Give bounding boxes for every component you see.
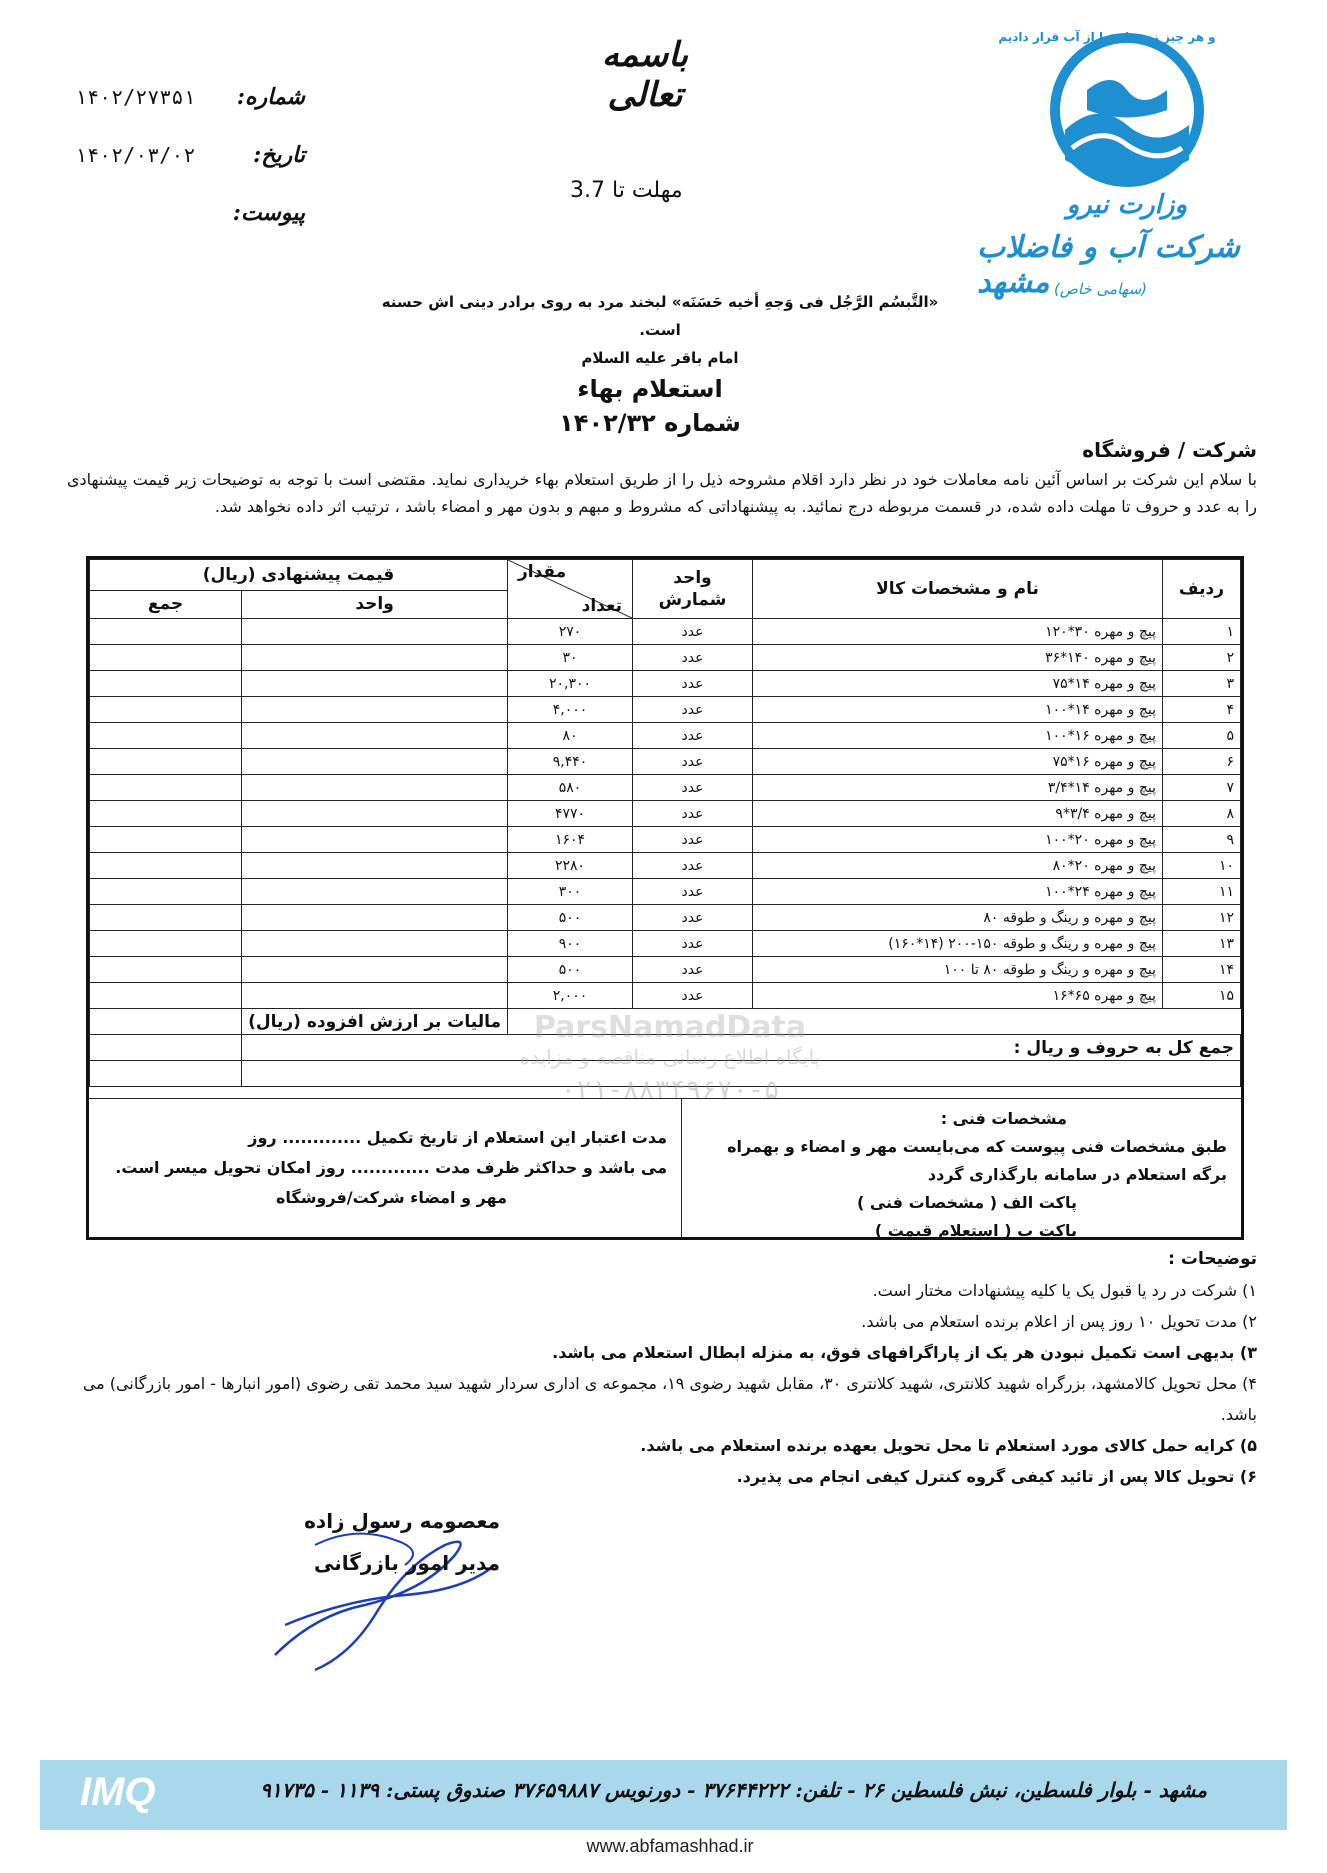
note-item: ۲) مدت تحویل ۱۰ روز پس از اعلام برنده استعلام می باشد. (861, 1312, 1257, 1331)
footer-address: مشهد - بلوار فلسطین، نبش فلسطین ۲۶ - تلفن: ۳۷۶۴۴۲۲۲ - دورنویس ۳۷۶۵۹۸۸۷ صندوق پستی: ۱۱۳۹ - ۹۱۷۳۵ (260, 1778, 1207, 1802)
item-qty: ۱۶۰۴ (508, 827, 633, 853)
price-total-cell[interactable] (90, 723, 242, 749)
price-total-cell[interactable] (90, 931, 242, 957)
bismillah: باسمه تعالی (601, 35, 689, 115)
number-value: ۱۴۰۲/۲۷۳۵۱ (75, 85, 196, 109)
deadline-note: مهلت تا 3.7 (570, 178, 683, 203)
logo-company: شرکت آب و فاضلاب مشهد (977, 230, 1240, 300)
row-number: ۷ (1163, 775, 1241, 801)
row-number: ۱۱ (1163, 879, 1241, 905)
item-unit: عدد (633, 879, 753, 905)
col-count-header: تعداد (581, 596, 622, 616)
note-item: ۳) بدیهی است تکمیل نبودن هر یک از پاراگرافهای فوق، به منزله ابطال استعلام می باشد. (552, 1343, 1257, 1362)
col-price-header: قیمت پیشنهادی (ریال) (90, 560, 508, 591)
table-row (90, 671, 1241, 697)
item-name: پیچ و مهره ۶۵*۱۶ (753, 983, 1163, 1009)
price-unit-cell[interactable] (242, 671, 508, 697)
item-qty: ۲,۰۰۰ (508, 983, 633, 1009)
item-qty: ۵۰۰ (508, 957, 633, 983)
item-name: پیچ و مهره ۱۶*۱۰۰ (753, 723, 1163, 749)
date-value: ۱۴۰۲/۰۳/۰۲ (75, 143, 196, 167)
col-price-unit-header: واحد (242, 590, 508, 618)
row-number: ۹ (1163, 827, 1241, 853)
row-number: ۸ (1163, 801, 1241, 827)
table-row (90, 957, 1241, 983)
price-unit-cell[interactable] (242, 957, 508, 983)
row-number: ۶ (1163, 749, 1241, 775)
price-unit-cell[interactable] (242, 749, 508, 775)
table-row (90, 827, 1241, 853)
item-name: پیچ و مهره ۲۰*۸۰ (753, 853, 1163, 879)
items-table (89, 559, 1241, 1087)
item-qty: ۹۰۰ (508, 931, 633, 957)
item-qty: ۳۰۰ (508, 879, 633, 905)
item-unit: عدد (633, 983, 753, 1009)
price-unit-cell[interactable] (242, 879, 508, 905)
date-label: تاریخ: (253, 142, 305, 168)
number-row (75, 68, 305, 126)
item-unit: عدد (633, 723, 753, 749)
price-total-cell[interactable] (90, 801, 242, 827)
item-name: پیچ و مهره ۱۴*۱۰۰ (753, 697, 1163, 723)
signer-role: مدیر امور بازرگانی (313, 1551, 500, 1575)
item-name: پیچ و مهره ۱۴*۷۵ (753, 671, 1163, 697)
item-name: پیچ و مهره و رینگ و طوقه ۸۰ تا ۱۰۰ (753, 957, 1163, 983)
price-total-cell[interactable] (90, 879, 242, 905)
col-name-header: نام و مشخصات کالا (753, 560, 1163, 619)
price-unit-cell[interactable] (242, 931, 508, 957)
item-name: پیچ و مهره و رینگ و طوقه ۱۵۰-۲۰۰ (۱۴*۱۶۰) (753, 931, 1163, 957)
grand-total-label: جمع کل به حروف و ریال : (242, 1035, 1241, 1061)
row-number: ۵ (1163, 723, 1241, 749)
tech-body: طبق مشخصات فنی پیوست که می‌بایست مهر و امضاء و بهمراه برگه استعلام در سامانه بارگذاری گردد (727, 1137, 1227, 1184)
tech-pack-b: پاکت ب ( استعلام قیمت ) (874, 1221, 1077, 1240)
logo-ministry: وزارت نیرو (1066, 190, 1187, 220)
price-total-cell[interactable] (90, 957, 242, 983)
price-total-cell[interactable] (90, 749, 242, 775)
item-unit: عدد (633, 853, 753, 879)
price-unit-cell[interactable] (242, 801, 508, 827)
items-body (90, 619, 1241, 1009)
item-unit: عدد (633, 775, 753, 801)
footer-brand: IMQ (80, 1770, 156, 1814)
table-row (90, 905, 1241, 931)
item-qty: ۵۸۰ (508, 775, 633, 801)
validity-line2: می باشد و حداکثر ظرف مدت ............. روز امکان تحویل میسر است. (115, 1158, 667, 1177)
notes-title: توضیحات : (1168, 1249, 1257, 1269)
col-qty-header (508, 560, 633, 619)
watermark-brand: ParsNamadData (533, 1010, 807, 1045)
item-name: پیچ و مهره ۱۴۰*۳۶ (753, 645, 1163, 671)
number-label: شماره: (236, 84, 305, 110)
price-unit-cell[interactable] (242, 983, 508, 1009)
tech-specs (681, 1099, 1241, 1238)
footer-url[interactable]: www.abfamashhad.ir (586, 1836, 754, 1856)
vat-value-cell[interactable] (90, 1009, 242, 1035)
table-row (90, 775, 1241, 801)
watermark-caption: پایگاه اطلاع رسانی مناقصه و مزایده (519, 1045, 821, 1069)
col-unit-header: واحد شمارش (633, 560, 753, 619)
col-amount-header: مقدار (518, 562, 567, 582)
date-row (75, 126, 305, 184)
row-number: ۱۴ (1163, 957, 1241, 983)
item-name: پیچ و مهره ۱۴*۳/۴ (753, 775, 1163, 801)
title-line2: شماره ۱۴۰۲/۳۲ (559, 409, 741, 437)
item-qty: ۳۰ (508, 645, 633, 671)
price-total-cell[interactable] (90, 645, 242, 671)
tech-pack-a: پاکت الف ( مشخصات فنی ) (856, 1193, 1077, 1212)
item-unit: عدد (633, 957, 753, 983)
item-unit: عدد (633, 827, 753, 853)
validity-line3: مهر و امضاء شرکت/فروشگاه (275, 1188, 507, 1207)
grand-total-value-cell[interactable] (90, 1035, 242, 1061)
attachment-label: پیوست: (232, 200, 305, 226)
price-unit-cell[interactable] (242, 619, 508, 645)
price-total-cell[interactable] (90, 671, 242, 697)
item-name: پیچ و مهره و رینگ و طوقه ۸۰ (753, 905, 1163, 931)
item-name: پیچ و مهره ۳/۴*۹ (753, 801, 1163, 827)
price-unit-cell[interactable] (242, 827, 508, 853)
note-item: ۶) تحویل کالا پس از تائید کیفی گروه کنترل کیفی انجام می پذیرد. (736, 1467, 1257, 1486)
row-number: ۳ (1163, 671, 1241, 697)
table-row (90, 801, 1241, 827)
item-name: پیچ و مهره ۱۶*۷۵ (753, 749, 1163, 775)
table-row (90, 697, 1241, 723)
price-unit-cell[interactable] (242, 645, 508, 671)
attachment-row (75, 184, 305, 242)
item-unit: عدد (633, 905, 753, 931)
item-unit: عدد (633, 749, 753, 775)
price-unit-cell[interactable] (242, 775, 508, 801)
item-qty: ۲۷۰ (508, 619, 633, 645)
validity-line1: مدت اعتبار این استعلام از تاریخ تکمیل ............. روز (248, 1128, 667, 1147)
price-total-cell[interactable] (90, 983, 242, 1009)
table-row (90, 645, 1241, 671)
tech-title: مشخصات فنی : (940, 1109, 1067, 1128)
validity-terms (89, 1099, 681, 1238)
terms-box (89, 1098, 1241, 1238)
item-qty: ۲۲۸۰ (508, 853, 633, 879)
row-number: ۱۳ (1163, 931, 1241, 957)
hadith (380, 288, 940, 372)
row-number: ۴ (1163, 697, 1241, 723)
row-number: ۲ (1163, 645, 1241, 671)
signer-name: معصومه رسول زاده (304, 1509, 500, 1533)
hadith-text: «التَّبسُم الرَّجُل فی وَجهِ أخیه حَسَنَه» لبخند مرد به روی برادر دینی اش حسنه است. (381, 293, 939, 339)
addressee: شرکت / فروشگاه (1082, 438, 1257, 462)
row-number: ۱ (1163, 619, 1241, 645)
price-total-cell[interactable] (90, 905, 242, 931)
row-number: ۱۲ (1163, 905, 1241, 931)
table-row (90, 619, 1241, 645)
notes-section (67, 1244, 1257, 1492)
table-row (90, 879, 1241, 905)
note-item: ۵) کرایه حمل کالای مورد استعلام تا محل تحویل بعهده برنده استعلام می باشد. (640, 1436, 1257, 1455)
price-unit-cell[interactable] (242, 853, 508, 879)
price-total-cell[interactable] (90, 775, 242, 801)
price-unit-cell[interactable] (242, 723, 508, 749)
item-name: پیچ و مهره ۲۰*۱۰۰ (753, 827, 1163, 853)
price-total-cell[interactable] (90, 619, 242, 645)
table-row (90, 853, 1241, 879)
item-unit: عدد (633, 801, 753, 827)
signature-block (270, 1500, 500, 1584)
hadith-source: امام باقر علیه السلام (581, 349, 739, 367)
item-unit: عدد (633, 645, 753, 671)
item-qty: ۸۰ (508, 723, 633, 749)
item-qty: ۴۷۷۰ (508, 801, 633, 827)
company-logo (977, 30, 1257, 320)
price-unit-cell[interactable] (242, 697, 508, 723)
price-total-cell[interactable] (90, 827, 242, 853)
item-unit: عدد (633, 931, 753, 957)
table-row (90, 723, 1241, 749)
vat-label: مالیات بر ارزش افزوده (ریال) (242, 1009, 508, 1035)
table-row (90, 749, 1241, 775)
item-name: پیچ و مهره ۲۴*۱۰۰ (753, 879, 1163, 905)
price-total-cell[interactable] (90, 853, 242, 879)
item-unit: عدد (633, 697, 753, 723)
item-unit: عدد (633, 671, 753, 697)
item-qty: ۹,۴۴۰ (508, 749, 633, 775)
price-total-cell[interactable] (90, 697, 242, 723)
letter-meta (75, 68, 305, 242)
logo-arc-text: و هر چیز زنده ای را از آب قرار دادیم (998, 30, 1216, 44)
title-line1: استعلام بهاء (577, 375, 723, 403)
row-number: ۱۵ (1163, 983, 1241, 1009)
item-qty: ۲۰,۳۰۰ (508, 671, 633, 697)
price-unit-cell[interactable] (242, 905, 508, 931)
item-qty: ۴,۰۰۰ (508, 697, 633, 723)
item-name: پیچ و مهره ۳۰*۱۲۰ (753, 619, 1163, 645)
table-row (90, 983, 1241, 1009)
row-number: ۱۰ (1163, 853, 1241, 879)
note-item: ۴) محل تحویل کالامشهد، بزرگراه شهید کلانتری، شهید کلانتری ۳۰، مقابل شهید رضوی ۱۹، مجموعه ی اداری سردار شهید سید محمد تقی رضوی (امور انبارها - امور بازرگانی) می باشد. (82, 1374, 1257, 1424)
page-title (520, 372, 780, 440)
note-item: ۱) شرکت در رد یا قبول یک یا کلیه پیشنهادات مختار است. (872, 1281, 1257, 1300)
item-unit: عدد (633, 619, 753, 645)
col-row-header: ردیف (1163, 560, 1241, 619)
table-row (90, 931, 1241, 957)
intro-paragraph: با سلام این شرکت بر اساس آئین نامه معاملات خود در نظر دارد اقلام مشروحه ذیل را از طریق استعلام بهاء خریداری نماید. مقتضی است با توجه به توضیحات زیر قیمت پیشنهادی را به عدد و حروف تا مهلت داده شده، در قسمت مربوطه درج نمائید. به پیشنهاداتی که مشروط و مبهم و بدون مهر و امضاء باشد ، ترتیب اثر داده نخواهد شد. (67, 470, 1257, 516)
watermark-phone: ۰۲۱-۸۸۳۴۹۶۷۰-۵ (560, 1075, 780, 1105)
logo-type: (سهامی خاص) (1053, 280, 1147, 298)
item-qty: ۵۰۰ (508, 905, 633, 931)
col-price-total-header: جمع (90, 590, 242, 618)
